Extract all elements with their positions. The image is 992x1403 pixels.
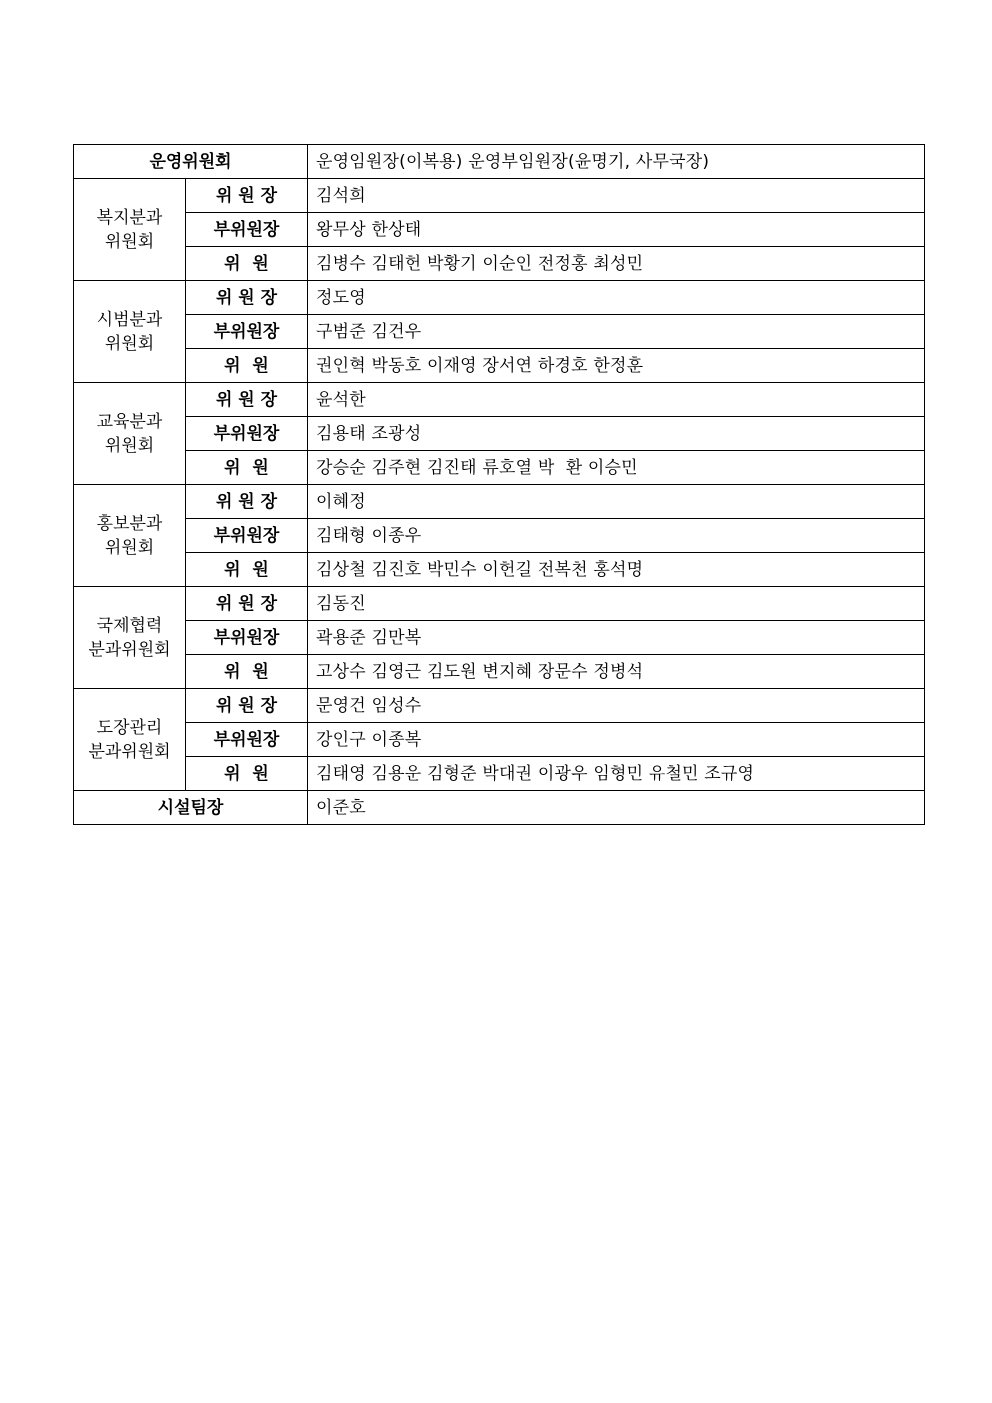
member-names: 김상철 김진호 박민수 이헌길 전복천 홍석명 [308, 553, 925, 587]
member-names: 김동진 [308, 587, 925, 621]
role-label: 부위원장 [186, 417, 308, 451]
table-row [74, 383, 925, 417]
role-label: 위 원 [186, 349, 308, 383]
member-names: 김태형 이종우 [308, 519, 925, 553]
table-row [74, 451, 925, 485]
group-name-line2: 위원회 [104, 435, 155, 456]
group-name-line1: 도장관리 [96, 717, 163, 738]
member-names: 김용태 조광성 [308, 417, 925, 451]
member-names: 강인구 이종복 [308, 723, 925, 757]
role-label: 위 원 장 [186, 383, 308, 417]
role-label: 부위원장 [186, 723, 308, 757]
member-names: 윤석한 [308, 383, 925, 417]
role-label: 부위원장 [186, 213, 308, 247]
group-name [74, 689, 186, 791]
committee-table [73, 144, 925, 825]
group-name [74, 587, 186, 689]
header-label: 운영위원회 [74, 145, 308, 179]
table-row [74, 587, 925, 621]
group-name-line2: 위원회 [104, 537, 155, 558]
group-name [74, 485, 186, 587]
table-row [74, 519, 925, 553]
member-names: 이혜정 [308, 485, 925, 519]
member-names: 김병수 김태헌 박황기 이순인 전정홍 최성민 [308, 247, 925, 281]
table-row [74, 791, 925, 825]
group-name [74, 281, 186, 383]
member-names: 김태영 김용운 김형준 박대권 이광우 임형민 유철민 조규영 [308, 757, 925, 791]
group-name-line1: 국제협력 [96, 615, 163, 636]
table-row [74, 485, 925, 519]
member-names: 구범준 김건우 [308, 315, 925, 349]
group-name-line2: 분과위원회 [88, 741, 171, 762]
table-row [74, 655, 925, 689]
role-label: 부위원장 [186, 519, 308, 553]
group-name-line1: 복지분과 [96, 207, 163, 228]
table-row [74, 553, 925, 587]
role-label: 위 원 장 [186, 485, 308, 519]
group-name-line1: 홍보분과 [96, 513, 163, 534]
role-label: 부위원장 [186, 621, 308, 655]
role-label: 위 원 [186, 451, 308, 485]
group-name-line1: 시범분과 [96, 309, 163, 330]
footer-names: 이준호 [308, 791, 925, 825]
member-names: 왕무상 한상태 [308, 213, 925, 247]
group-name [74, 179, 186, 281]
table-row [74, 213, 925, 247]
table-row [74, 621, 925, 655]
member-names: 김석희 [308, 179, 925, 213]
role-label: 위 원 장 [186, 281, 308, 315]
table-row [74, 417, 925, 451]
role-label: 위 원 [186, 247, 308, 281]
role-label: 위 원 [186, 655, 308, 689]
table-row [74, 145, 925, 179]
member-names: 강승순 김주현 김진태 류호열 박 환 이승민 [308, 451, 925, 485]
group-name-line2: 분과위원회 [88, 639, 171, 660]
role-label: 위 원 장 [186, 587, 308, 621]
table-row [74, 757, 925, 791]
member-names: 권인혁 박동호 이재영 장서연 하경호 한정훈 [308, 349, 925, 383]
table-row [74, 723, 925, 757]
group-name [74, 383, 186, 485]
table-row [74, 247, 925, 281]
table-row [74, 179, 925, 213]
member-names: 고상수 김영근 김도원 변지혜 장문수 정병석 [308, 655, 925, 689]
role-label: 위 원 [186, 553, 308, 587]
table-row [74, 349, 925, 383]
member-names: 정도영 [308, 281, 925, 315]
table-row [74, 689, 925, 723]
header-names: 운영임원장(이복용) 운영부임원장(윤명기, 사무국장) [308, 145, 925, 179]
table-row [74, 315, 925, 349]
member-names: 문영건 임성수 [308, 689, 925, 723]
footer-label: 시설팀장 [74, 791, 308, 825]
role-label: 위 원 장 [186, 179, 308, 213]
group-name-line2: 위원회 [104, 333, 155, 354]
member-names: 곽용준 김만복 [308, 621, 925, 655]
table-row [74, 281, 925, 315]
group-name-line1: 교육분과 [96, 411, 163, 432]
group-name-line2: 위원회 [104, 231, 155, 252]
role-label: 위 원 [186, 757, 308, 791]
role-label: 위 원 장 [186, 689, 308, 723]
role-label: 부위원장 [186, 315, 308, 349]
